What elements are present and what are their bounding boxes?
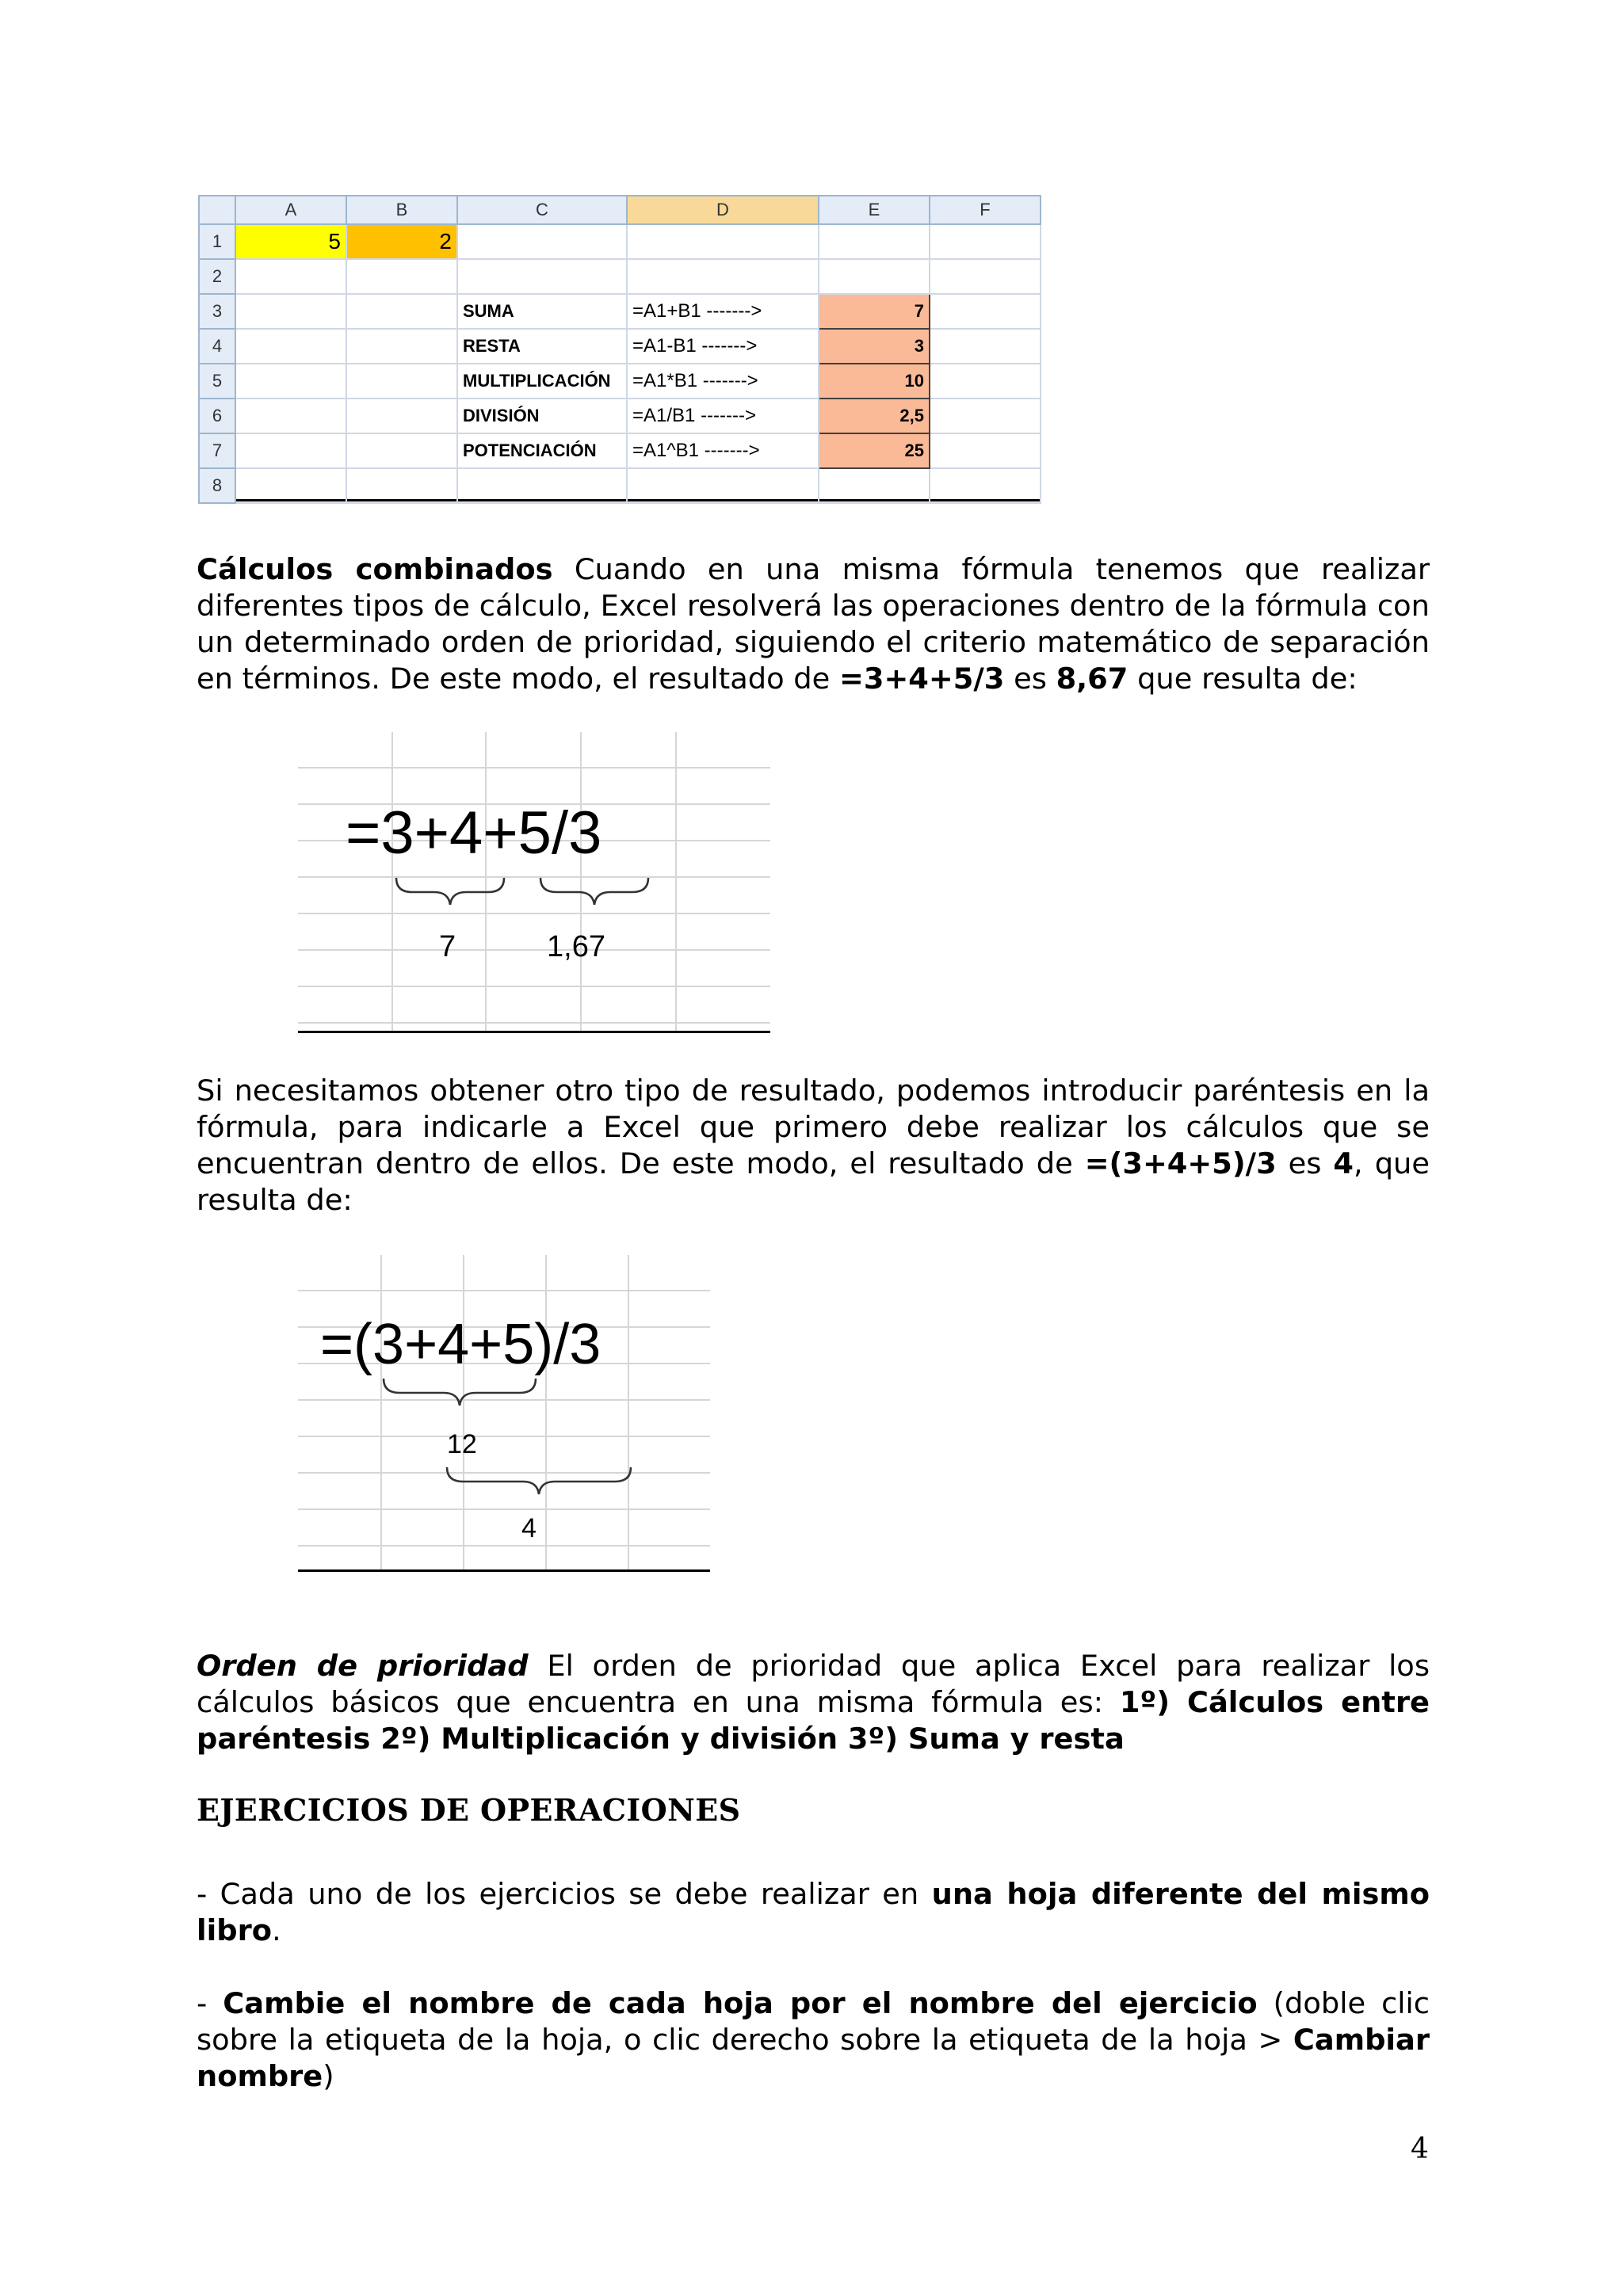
- operation-label: POTENCIACIÓN: [457, 433, 627, 468]
- operation-result: 2,5: [819, 399, 930, 433]
- bracket-graphics: [298, 732, 770, 1033]
- page-number: 4: [1411, 2133, 1429, 2165]
- bold-italic-lead: Orden de prioridad: [197, 1649, 529, 1683]
- cell: [930, 259, 1041, 294]
- excel-row: [199, 399, 1041, 433]
- text: .: [272, 1913, 281, 1947]
- column-header-d: D: [627, 196, 819, 224]
- cell: [930, 433, 1041, 468]
- column-header-row: [199, 196, 1041, 224]
- column-header-f: F: [930, 196, 1041, 224]
- bracket-graphics: [298, 1255, 710, 1572]
- cell-b1: 2: [346, 224, 457, 259]
- brace-right: [540, 878, 648, 905]
- cell: [346, 259, 457, 294]
- cell: [235, 364, 346, 399]
- cell: [930, 468, 1041, 503]
- row-header: 1: [199, 224, 235, 259]
- operation-label: RESTA: [457, 329, 627, 364]
- formula-inline: =(3+4+5)/3: [1084, 1146, 1277, 1180]
- formula-figure-1: [298, 732, 770, 1033]
- row-header: 8: [199, 468, 235, 503]
- bold-text: una hoja diferente del mismo libro: [197, 1877, 1430, 1947]
- excel-row: [199, 224, 1041, 259]
- cell: [627, 468, 819, 503]
- operation-result: 3: [819, 329, 930, 364]
- text: ): [323, 2059, 334, 2093]
- column-header-b: B: [346, 196, 457, 224]
- cell: [457, 224, 627, 259]
- cell: [627, 224, 819, 259]
- cell: [235, 294, 346, 329]
- operation-formula: =A1-B1 ------->: [627, 329, 819, 364]
- text: (doble clic sobre la etiqueta de la hoja, o clic derecho sobre la etiqueta de la hoja >: [197, 1986, 1430, 2057]
- cell: [930, 329, 1041, 364]
- cell: [346, 433, 457, 468]
- partial-result-2: 1,67: [547, 930, 605, 963]
- formula-text: =(3+4+5)/3: [320, 1313, 601, 1376]
- column-header-e: E: [819, 196, 930, 224]
- excel-row: [199, 364, 1041, 399]
- cell: [346, 468, 457, 503]
- brace-inner: [384, 1379, 536, 1405]
- figure-underline: [298, 1031, 770, 1033]
- excel-grid: [198, 195, 1041, 504]
- row-header: 7: [199, 433, 235, 468]
- cell: [346, 329, 457, 364]
- bold-text: Cambiar nombre: [197, 2023, 1430, 2093]
- cell: [930, 399, 1041, 433]
- row-header: 3: [199, 294, 235, 329]
- text: - Cada uno de los ejercicios se debe realizar en: [197, 1877, 932, 1911]
- text: -: [197, 1986, 223, 2020]
- text: que resulta de:: [1128, 662, 1358, 696]
- cell: [235, 468, 346, 503]
- cell: [819, 259, 930, 294]
- text: es: [1276, 1146, 1334, 1180]
- text: Si necesitamos obtener otro tipo de resultado, podemos introducir paréntesis en la fórmula, para indicarle a Excel que primero debe realizar los cálculos que se encuentran dentro de ellos. De este modo, el resultado de: [197, 1074, 1430, 1180]
- result-inline: 4: [1333, 1146, 1354, 1180]
- brace-left: [396, 878, 504, 905]
- operation-result: 25: [819, 433, 930, 468]
- row-header: 2: [199, 259, 235, 294]
- cell: [627, 259, 819, 294]
- text: , que resulta de:: [197, 1146, 1430, 1217]
- result-inline: 8,67: [1056, 662, 1128, 696]
- final-result: 4: [521, 1513, 537, 1543]
- operation-label: DIVISIÓN: [457, 399, 627, 433]
- column-header-c: C: [457, 196, 627, 224]
- cell: [457, 468, 627, 503]
- excel-row: [199, 259, 1041, 294]
- partial-result-1: 7: [439, 930, 456, 963]
- figure-underline: [298, 1569, 710, 1572]
- operation-label: SUMA: [457, 294, 627, 329]
- formula-text: =3+4+5/3: [346, 799, 602, 867]
- cell: [346, 399, 457, 433]
- operation-formula: =A1*B1 ------->: [627, 364, 819, 399]
- select-all-corner: [199, 196, 235, 224]
- row-header: 4: [199, 329, 235, 364]
- text: es: [1004, 662, 1056, 696]
- cell: [930, 294, 1041, 329]
- operation-formula: =A1/B1 ------->: [627, 399, 819, 433]
- formula-figure-2: [298, 1255, 710, 1572]
- cell: [346, 364, 457, 399]
- row-header: 6: [199, 399, 235, 433]
- cell: [930, 224, 1041, 259]
- bold-lead: Cálculos combinados: [197, 552, 553, 586]
- cell: [819, 468, 930, 503]
- operation-result: 10: [819, 364, 930, 399]
- brace-outer: [447, 1467, 631, 1494]
- paragraph-parentesis: [197, 1073, 1430, 1219]
- operation-result: 7: [819, 294, 930, 329]
- cell: [235, 433, 346, 468]
- cell: [235, 399, 346, 433]
- row-header: 5: [199, 364, 235, 399]
- operation-formula: =A1+B1 ------->: [627, 294, 819, 329]
- instruction-2: [197, 1985, 1430, 2095]
- cell: [819, 224, 930, 259]
- partial-result: 12: [447, 1429, 477, 1459]
- cell: [346, 294, 457, 329]
- section-heading: EJERCICIOS DE OPERACIONES: [197, 1792, 741, 1828]
- excel-row: [199, 329, 1041, 364]
- priority-list: 1º) Cálculos entre paréntesis 2º) Multiplicación y división 3º) Suma y resta: [197, 1685, 1430, 1756]
- excel-screenshot: [198, 195, 1040, 502]
- excel-row: [199, 294, 1041, 329]
- cell: [930, 364, 1041, 399]
- operation-formula: =A1^B1 ------->: [627, 433, 819, 468]
- text: Cuando en una misma fórmula tenemos que realizar diferentes tipos de cálculo, Excel resolverá las operaciones dentro de la fórmula con un determinado orden de prioridad, siguiendo el criterio matemático de separación en términos. De este modo, el resultado de: [197, 552, 1430, 696]
- text: El orden de prioridad que aplica Excel para realizar los cálculos básicos que encuentra en una misma fórmula es:: [197, 1649, 1430, 1719]
- instruction-1: [197, 1876, 1430, 1949]
- paragraph-calculos-combinados: [197, 551, 1430, 697]
- excel-row: [199, 468, 1041, 503]
- bold-text: Cambie el nombre de cada hoja por el nombre del ejercicio: [223, 1986, 1258, 2020]
- paragraph-orden-prioridad: [197, 1648, 1430, 1757]
- column-header-a: A: [235, 196, 346, 224]
- cell: [235, 329, 346, 364]
- cell: [235, 259, 346, 294]
- cell-a1: 5: [235, 224, 346, 259]
- operation-label: MULTIPLICACIÓN: [457, 364, 627, 399]
- cell: [457, 259, 627, 294]
- formula-inline: =3+4+5/3: [839, 662, 1005, 696]
- excel-row: [199, 433, 1041, 468]
